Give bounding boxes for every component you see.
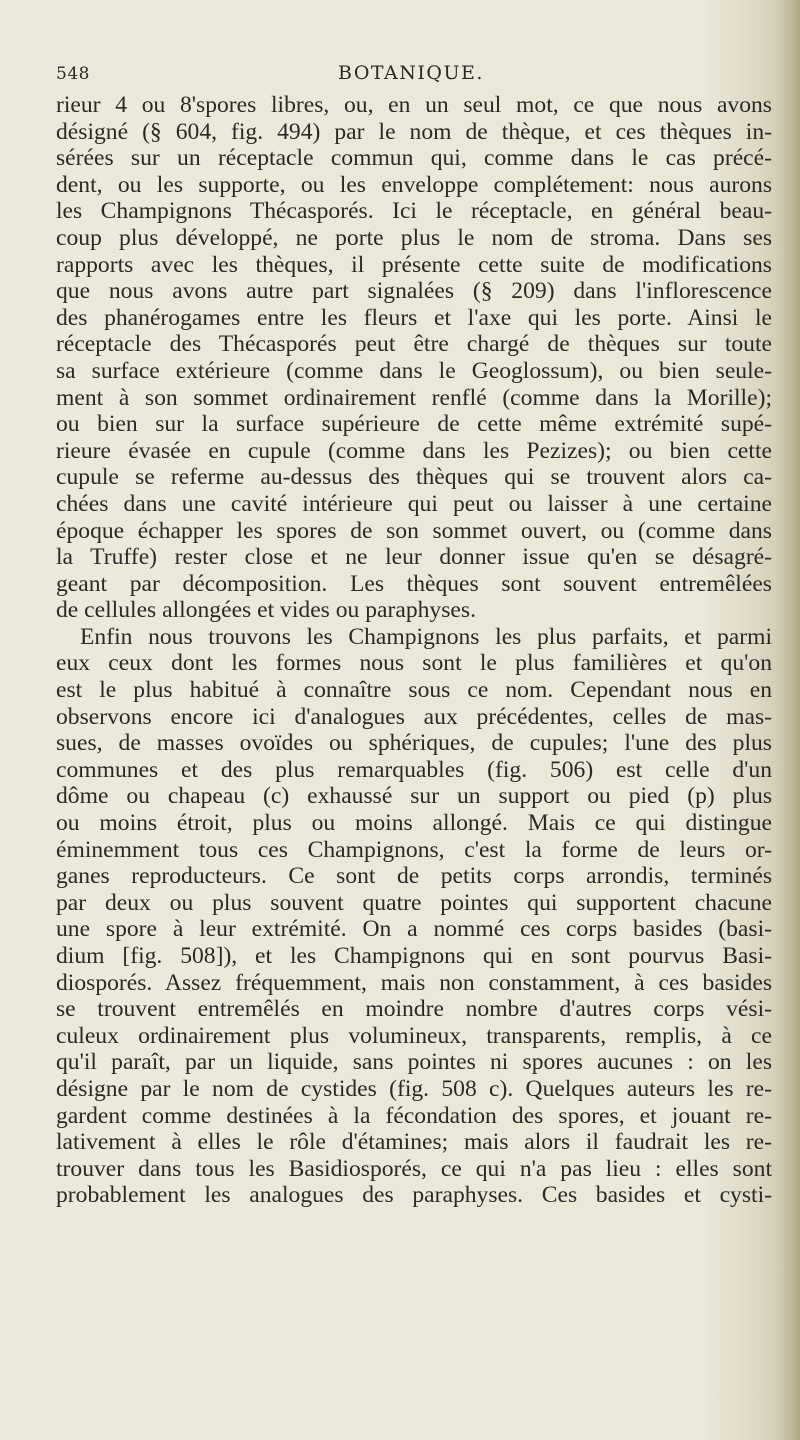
text-line: rieur 4 ou 8'spores libres, ou, en un seul mot, ce que nous avons (56, 92, 772, 118)
text-line: dôme ou chapeau (c) exhaussé sur un support ou pied (p) plus (56, 783, 772, 810)
text-line: dent, ou les supporte, ou les enveloppe complétement: nous aurons (56, 171, 772, 198)
text-line: ganes reproducteurs. Ce sont de petits corps arrondis, terminés (56, 863, 772, 890)
text-line: cupule se referme au-dessus des thèques qui se trouvent alors ca- (56, 464, 772, 491)
text-line: ou bien sur la surface supérieure de cette même extrémité supé- (56, 411, 772, 438)
text-line: réceptacle des Thécasporés peut être chargé de thèques sur toute (56, 331, 772, 358)
text-line: époque échapper les spores de son sommet ouvert, ou (comme dans (56, 517, 772, 544)
text-line: eux ceux dont les formes nous sont le plus familières et qu'on (56, 650, 772, 677)
text-line: diosporés. Assez fréquemment, mais non constamment, à ces basides (56, 969, 772, 996)
text-line: geant par décomposition. Les thèques sont souvent entremêlées (56, 570, 772, 597)
text-line: désigné (§ 604, fig. 494) par le nom de thèque, et ces thèques in- (56, 118, 772, 145)
text-line: rapports avec les thèques, il présente cette suite de modifications (56, 251, 772, 278)
text-line: trouver dans tous les Basidiosporés, ce qui n'a pas lieu : elles sont (56, 1155, 772, 1182)
text-line: que nous avons autre part signalées (§ 209) dans l'inflorescence (56, 278, 772, 305)
text-line: est le plus habitué à connaître sous ce nom. Cependant nous en (56, 677, 772, 704)
text-line: rieure évasée en cupule (comme dans les Pezizes); ou bien cette (56, 437, 772, 464)
text-line: chées dans une cavité intérieure qui peut ou laisser à une certaine (56, 490, 772, 517)
text-line: la Truffe) rester close et ne leur donner issue qu'en se désagré- (56, 544, 772, 571)
text-line: se trouvent entremêlés en moindre nombre d'autres corps vési- (56, 996, 772, 1023)
text-line: observons encore ici d'analogues aux précédentes, celles de mas- (56, 703, 772, 730)
text-line: des phanérogames entre les fleurs et l'axe qui les porte. Ainsi le (56, 304, 772, 331)
text-line: éminemment tous ces Champignons, c'est la forme de leurs or- (56, 836, 772, 863)
text-line: lativement à elles le rôle d'étamines; mais alors il faudrait les re- (56, 1129, 772, 1156)
text-line: probablement les analogues des paraphyses. Ces basides et cysti- (56, 1182, 772, 1209)
text-line: une spore à leur extrémité. On a nommé ces corps basides (basi- (56, 916, 772, 943)
running-head (56, 56, 746, 90)
text-line: sérées sur un réceptacle commun qui, comme dans le cas précé- (56, 145, 772, 172)
text-line: dium [fig. 508]), et les Champignons qui en sont pourvus Basi- (56, 943, 772, 969)
running-title: BOTANIQUE. (338, 62, 484, 84)
text-line: gardent comme destinées à la fécondation des spores, et jouant re- (56, 1102, 772, 1129)
text-line: ment à son sommet ordinairement renflé (comme dans la Morille); (56, 384, 772, 411)
body-text (56, 92, 772, 1209)
page-edge-shadow (778, 0, 800, 1440)
text-line: communes et des plus remarquables (fig. 506) est celle d'un (56, 756, 772, 783)
text-line: culeux ordinairement plus volumineux, transparents, remplis, à ce (56, 1022, 772, 1049)
text-line: coup plus développé, ne porte plus le nom de stroma. Dans ses (56, 224, 772, 251)
text-line: sues, de masses ovoïdes ou sphériques, de cupules; l'une des plus (56, 730, 772, 757)
text-line: sa surface extérieure (comme dans le Geoglossum), ou bien seule- (56, 357, 772, 384)
text-line: désigne par le nom de cystides (fig. 508 c). Quelques auteurs les re- (56, 1075, 772, 1102)
page-number: 548 (56, 64, 90, 84)
text-line: les Champignons Thécasporés. Ici le réceptacle, en général beau- (56, 198, 772, 225)
text-line: par deux ou plus souvent quatre pointes qui supportent chacune (56, 889, 772, 916)
text-line: ou moins étroit, plus ou moins allongé. Mais ce qui distingue (56, 810, 772, 837)
paragraph-start-line: Enfin nous trouvons les Champignons les plus parfaits, et parmi (80, 623, 772, 650)
text-line: qu'il paraît, par un liquide, sans pointes ni spores aucunes : on les (56, 1049, 772, 1076)
paragraph-end-line: de cellules allongées et vides ou paraphyses. (56, 597, 476, 624)
